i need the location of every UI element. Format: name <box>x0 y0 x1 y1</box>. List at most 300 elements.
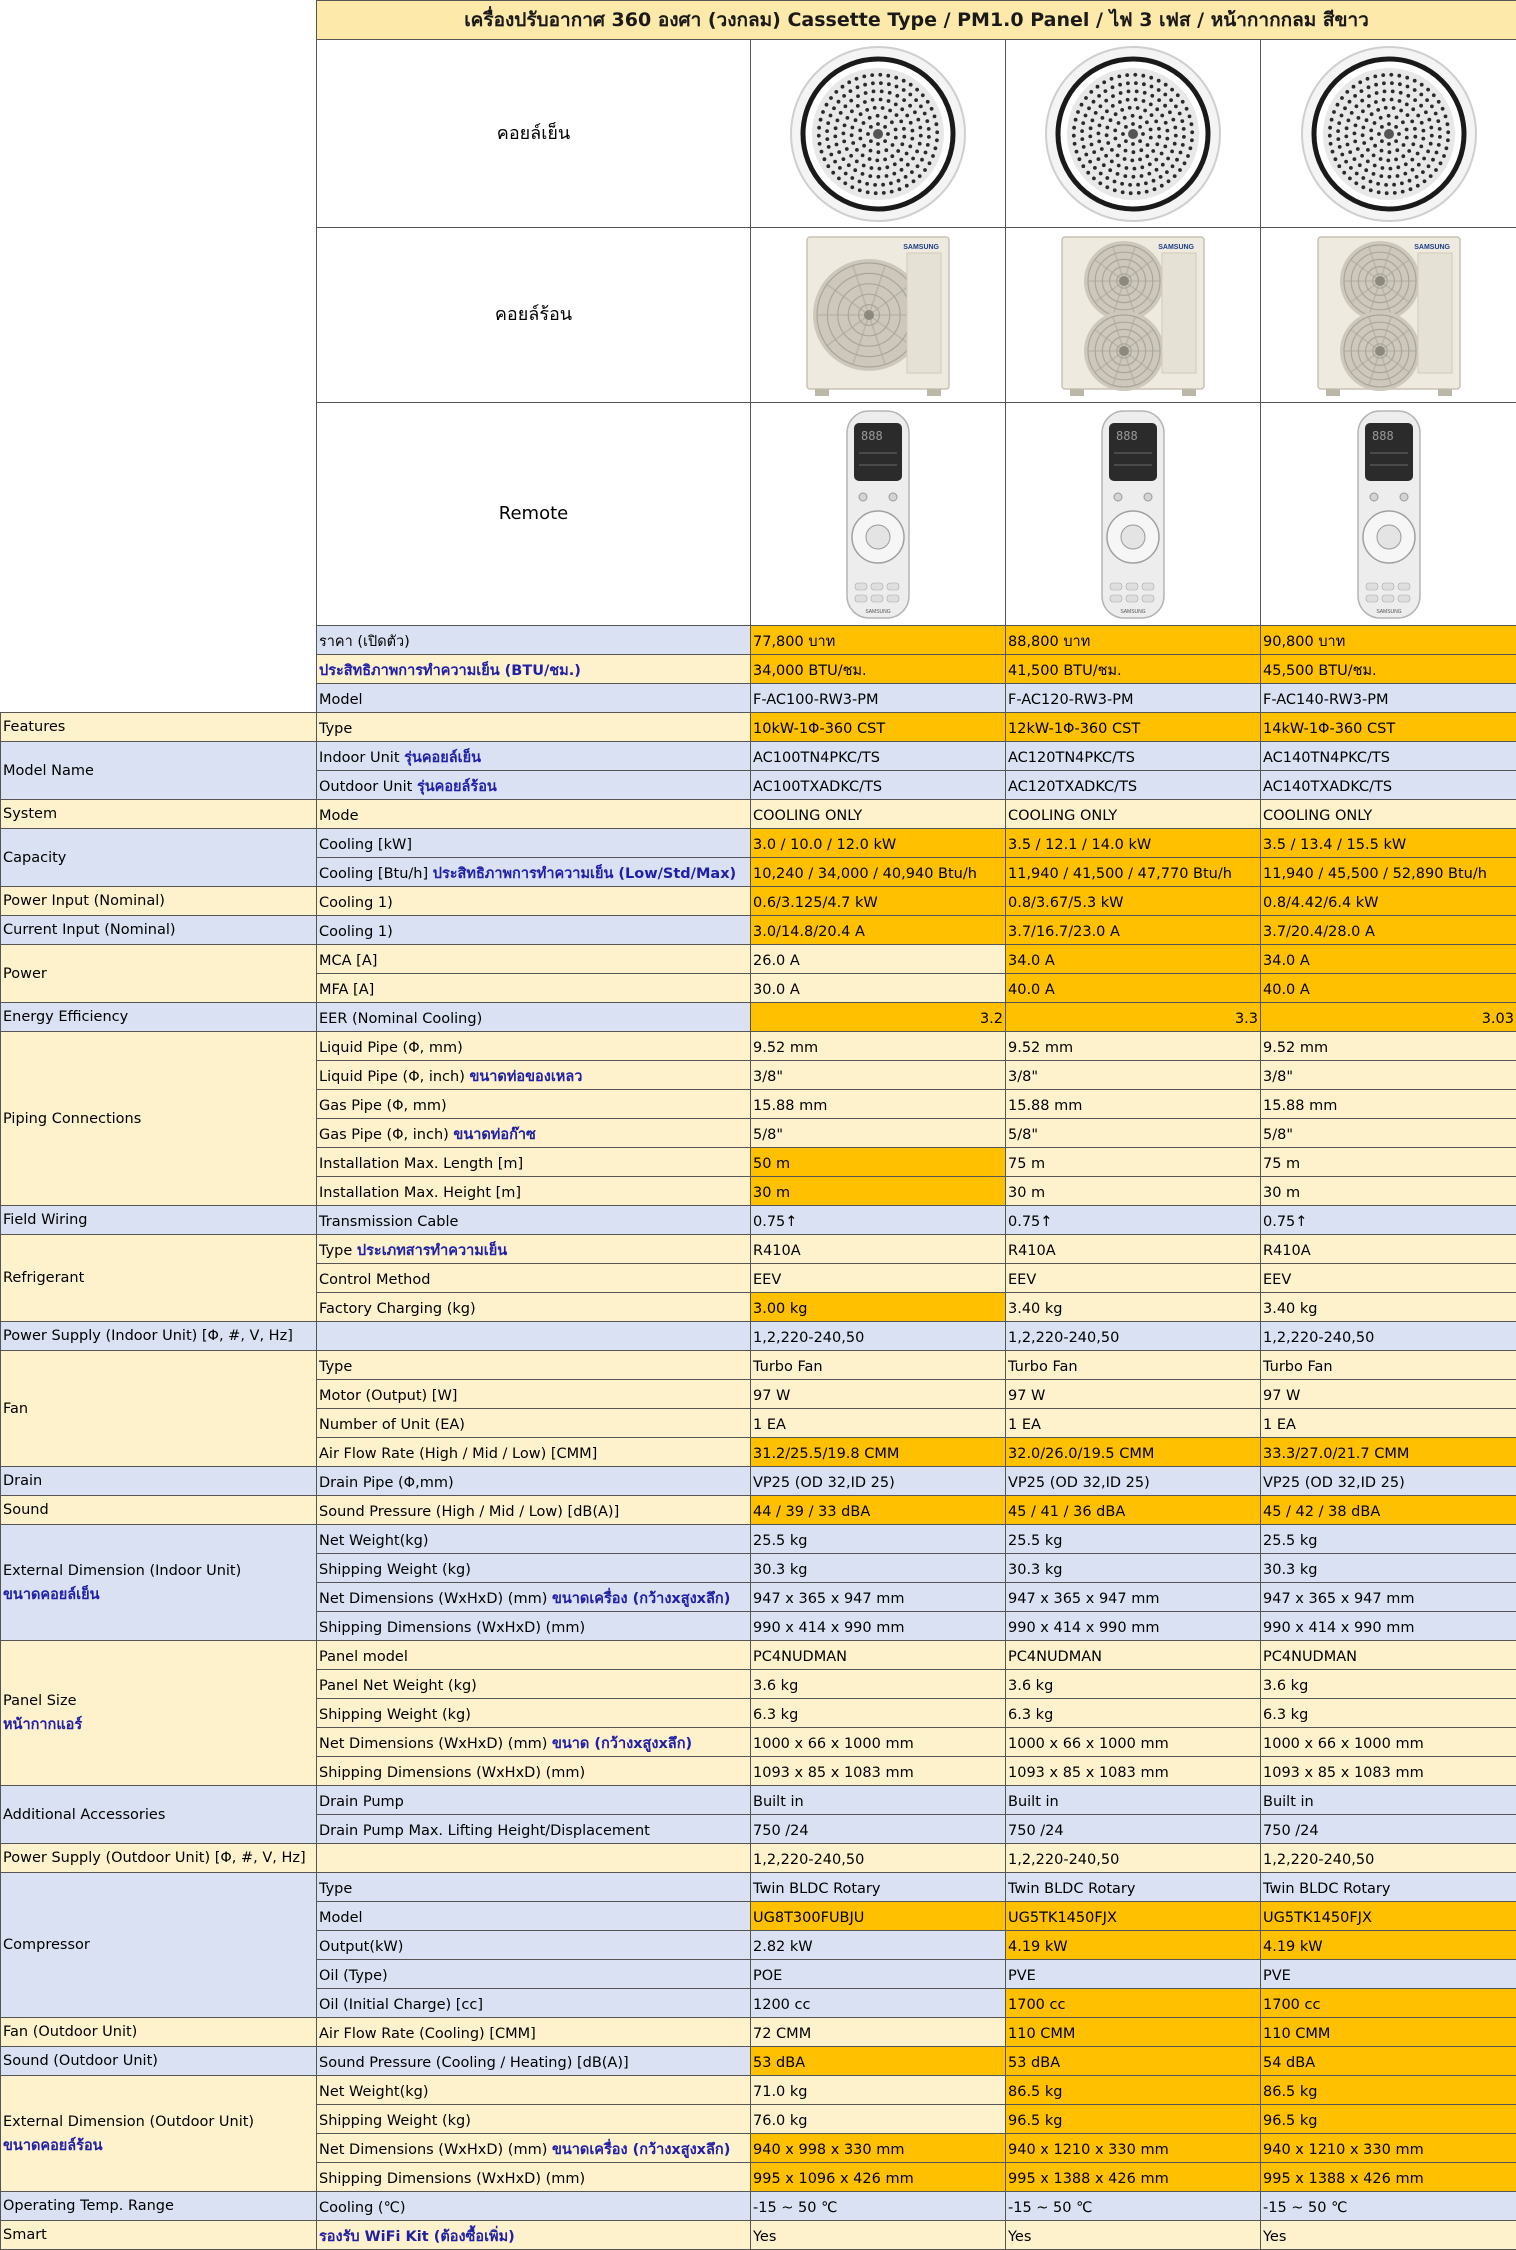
image-cell <box>751 228 1006 403</box>
svg-text:888: 888 <box>1372 429 1394 443</box>
table-title: เครื่องปรับอากาศ 360 องศา (วงกลม) Cassette Type / PM1.0 Panel / ไฟ 3 เฟส / หน้ากากกลม สีขาว <box>317 1 1516 40</box>
spec-label: Indoor Unit <box>319 750 400 766</box>
spec-value-model-3: AC140TXADKC/TS <box>1261 771 1516 800</box>
spec-value-model-3: Built in <box>1261 1786 1516 1815</box>
category-cell <box>1 2047 317 2076</box>
spec-value-model-1: 34,000 BTU/ชม. <box>751 655 1006 684</box>
spec-value-model-2: 1093 x 85 x 1083 mm <box>1006 1757 1261 1786</box>
category-cell <box>1 2192 317 2221</box>
spec-value-model-1: VP25 (OD 32,ID 25) <box>751 1467 1006 1496</box>
spec-value-model-2: F-AC120-RW3-PM <box>1006 684 1261 713</box>
spec-value-model-1: 77,800 บาท <box>751 626 1006 655</box>
spec-label-cell <box>317 2076 751 2105</box>
spec-value-model-2: 32.0/26.0/19.5 CMM <box>1006 1438 1261 1467</box>
spec-label-cell <box>317 1322 751 1351</box>
spec-value-model-2: PC4NUDMAN <box>1006 1641 1261 1670</box>
spec-value-model-3: 33.3/27.0/21.7 CMM <box>1261 1438 1516 1467</box>
spec-label: Installation Max. Height [m] <box>319 1185 521 1201</box>
category-label: Field Wiring <box>3 1212 88 1228</box>
spec-label-cell <box>317 1554 751 1583</box>
spec-label: Air Flow Rate (Cooling) [CMM] <box>319 2026 536 2042</box>
spec-label-cell <box>317 1003 751 1032</box>
spec-value-model-2: Turbo Fan <box>1006 1351 1261 1380</box>
image-cell <box>1006 40 1261 228</box>
spec-label: Net Dimensions (WxHxD) (mm) <box>319 1736 547 1752</box>
spec-label-cell <box>317 1728 751 1757</box>
spec-row <box>1 887 1516 916</box>
spec-value-model-3: 90,800 บาท <box>1261 626 1516 655</box>
spec-label-cell <box>317 1960 751 1989</box>
category-cell <box>1 1322 317 1351</box>
spec-label-thai: ขนาดท่อของเหลว <box>469 1069 582 1085</box>
spec-value-model-1: 50 m <box>751 1148 1006 1177</box>
spec-value-model-1: 750 /24 <box>751 1815 1006 1844</box>
category-label: System <box>3 806 57 822</box>
image-row-outdoor <box>1 228 1516 403</box>
indoor-unit-image <box>1043 44 1223 224</box>
spec-value-model-2: 1 EA <box>1006 1409 1261 1438</box>
svg-text:SAMSUNG: SAMSUNG <box>1376 609 1401 615</box>
spec-value-model-3: 110 CMM <box>1261 2018 1516 2047</box>
spec-label: Cooling [Btu/h] <box>319 866 428 882</box>
spec-label-cell <box>317 916 751 945</box>
spec-row <box>1 1235 1516 1264</box>
spec-value-model-3: Turbo Fan <box>1261 1351 1516 1380</box>
category-label: Power Supply (Outdoor Unit) [Φ, #, V, Hz] <box>3 1850 306 1866</box>
category-thai-label: ขนาดคอยล์เย็น <box>3 1587 100 1603</box>
spec-value-model-2: 990 x 414 x 990 mm <box>1006 1612 1261 1641</box>
spec-label-thai: ประสิทธิภาพการทำความเย็น (Low/Std/Max) <box>433 866 736 882</box>
spec-label-cell <box>317 713 751 742</box>
spec-value-model-2: 6.3 kg <box>1006 1699 1261 1728</box>
spec-value-model-1: Twin BLDC Rotary <box>751 1873 1006 1902</box>
blank-cell <box>1 40 317 228</box>
spec-label-cell <box>317 1931 751 1960</box>
spec-label-cell <box>317 1786 751 1815</box>
category-label: Current Input (Nominal) <box>3 922 176 938</box>
spec-label-cell <box>317 1032 751 1061</box>
spec-value-model-1: 10,240 / 34,000 / 40,940 Btu/h <box>751 858 1006 887</box>
spec-label: Number of Unit (EA) <box>319 1417 465 1433</box>
spec-label-thai: ขนาด (กว้างxสูงxลึก) <box>552 1736 692 1752</box>
category-label: Fan <box>3 1401 28 1417</box>
spec-value-model-3: -15 ~ 50 ℃ <box>1261 2192 1516 2221</box>
spec-value-model-2: 3.40 kg <box>1006 1293 1261 1322</box>
spec-value-model-2: 0.75↑ <box>1006 1206 1261 1235</box>
spec-label-cell <box>317 1264 751 1293</box>
spec-label: MCA [A] <box>319 953 377 969</box>
spec-row <box>1 655 1516 684</box>
spec-label-cell <box>317 1525 751 1554</box>
spec-value-model-1: 6.3 kg <box>751 1699 1006 1728</box>
spec-label-cell <box>317 800 751 829</box>
spec-value-model-1: AC100TXADKC/TS <box>751 771 1006 800</box>
spec-value-model-1: 15.88 mm <box>751 1090 1006 1119</box>
spec-value-model-2: 940 x 1210 x 330 mm <box>1006 2134 1261 2163</box>
spec-value-model-3: 25.5 kg <box>1261 1525 1516 1554</box>
spec-value-model-2: 15.88 mm <box>1006 1090 1261 1119</box>
category-label: Sound (Outdoor Unit) <box>3 2053 158 2069</box>
spec-label: Net Weight(kg) <box>319 2084 429 2100</box>
spec-label-cell <box>317 1612 751 1641</box>
remote-image <box>1294 407 1484 622</box>
category-cell <box>1 2221 317 2250</box>
spec-row <box>1 2047 1516 2076</box>
spec-value-model-2: 1700 cc <box>1006 1989 1261 2018</box>
image-row-remote <box>1 403 1516 626</box>
spec-row <box>1 2192 1516 2221</box>
image-cell <box>1261 403 1516 626</box>
svg-text:888: 888 <box>861 429 883 443</box>
spec-row <box>1 1786 1516 1815</box>
spec-label: Liquid Pipe (Φ, mm) <box>319 1040 463 1056</box>
spec-value-model-1: R410A <box>751 1235 1006 1264</box>
category-label: Fan (Outdoor Unit) <box>3 2024 137 2040</box>
spec-row <box>1 1206 1516 1235</box>
spec-value-model-3: 995 x 1388 x 426 mm <box>1261 2163 1516 2192</box>
spec-label: Gas Pipe (Φ, inch) <box>319 1127 449 1143</box>
category-cell <box>1 1525 317 1641</box>
spec-value-model-1: 1093 x 85 x 1083 mm <box>751 1757 1006 1786</box>
spec-value-model-1: 3.00 kg <box>751 1293 1006 1322</box>
spec-row <box>1 713 1516 742</box>
category-thai-label: หน้ากากแอร์ <box>3 1717 82 1733</box>
spec-value-model-3: 4.19 kW <box>1261 1931 1516 1960</box>
spec-value-model-3: 5/8" <box>1261 1119 1516 1148</box>
spec-label-cell <box>317 742 751 771</box>
category-cell <box>1 916 317 945</box>
spec-value-model-3: F-AC140-RW3-PM <box>1261 684 1516 713</box>
title-row <box>1 1 1516 40</box>
outdoor-unit-image <box>1058 233 1208 398</box>
spec-value-model-1: Built in <box>751 1786 1006 1815</box>
spec-label: Net Weight(kg) <box>319 1533 429 1549</box>
spec-row <box>1 916 1516 945</box>
image-cell <box>1006 228 1261 403</box>
image-cell <box>751 403 1006 626</box>
category-label: External Dimension (Indoor Unit) <box>3 1563 241 1579</box>
spec-row <box>1 1003 1516 1032</box>
spec-value-model-2: 3.6 kg <box>1006 1670 1261 1699</box>
spec-value-model-3: 54 dBA <box>1261 2047 1516 2076</box>
spec-value-model-2: 41,500 BTU/ชม. <box>1006 655 1261 684</box>
svg-text:SAMSUNG: SAMSUNG <box>1414 244 1450 251</box>
spec-label: Shipping Weight (kg) <box>319 1562 471 1578</box>
spec-value-model-1: UG8T300FUBJU <box>751 1902 1006 1931</box>
spec-label: Shipping Weight (kg) <box>319 2113 471 2129</box>
spec-value-model-1: 26.0 A <box>751 945 1006 974</box>
spec-value-model-3: 30 m <box>1261 1177 1516 1206</box>
spec-label-cell <box>317 887 751 916</box>
blank-cell <box>1 626 317 655</box>
spec-value-model-1: 1200 cc <box>751 1989 1006 2018</box>
spec-value-model-2: 34.0 A <box>1006 945 1261 974</box>
spec-value-model-2: 1,2,220-240,50 <box>1006 1844 1261 1873</box>
spec-row <box>1 1322 1516 1351</box>
spec-label: Cooling [kW] <box>319 837 412 853</box>
spec-label-cell <box>317 1119 751 1148</box>
spec-value-model-2: 3.5 / 12.1 / 14.0 kW <box>1006 829 1261 858</box>
spec-value-model-3: 947 x 365 x 947 mm <box>1261 1583 1516 1612</box>
spec-label: Output(kW) <box>319 1939 403 1955</box>
spec-value-model-2: 30 m <box>1006 1177 1261 1206</box>
spec-label: Net Dimensions (WxHxD) (mm) <box>319 2142 547 2158</box>
spec-value-model-3: 97 W <box>1261 1380 1516 1409</box>
spec-value-model-3: Twin BLDC Rotary <box>1261 1873 1516 1902</box>
spec-row <box>1 2076 1516 2105</box>
spec-row <box>1 1525 1516 1554</box>
spec-label-cell <box>317 1699 751 1728</box>
image-row-label: Remote <box>317 403 751 626</box>
spec-value-model-3: 990 x 414 x 990 mm <box>1261 1612 1516 1641</box>
spec-label-thai: รุ่นคอยล์เย็น <box>404 750 481 766</box>
spec-value-model-3: 6.3 kg <box>1261 1699 1516 1728</box>
spec-value-model-1: 30.3 kg <box>751 1554 1006 1583</box>
spec-value-model-2: 110 CMM <box>1006 2018 1261 2047</box>
spec-label-cell <box>317 1467 751 1496</box>
spec-value-model-1: -15 ~ 50 ℃ <box>751 2192 1006 2221</box>
spec-label-cell <box>317 1380 751 1409</box>
spec-value-model-2: VP25 (OD 32,ID 25) <box>1006 1467 1261 1496</box>
spec-row <box>1 800 1516 829</box>
spec-value-model-1: 25.5 kg <box>751 1525 1006 1554</box>
spec-value-model-1: COOLING ONLY <box>751 800 1006 829</box>
svg-text:888: 888 <box>1116 429 1138 443</box>
svg-text:SAMSUNG: SAMSUNG <box>1120 609 1145 615</box>
spec-label: Cooling 1) <box>319 895 393 911</box>
spec-value-model-1: 3.0/14.8/20.4 A <box>751 916 1006 945</box>
spec-label-cell <box>317 2047 751 2076</box>
category-cell <box>1 1003 317 1032</box>
spec-label-cell <box>317 2221 751 2250</box>
spec-label: Drain Pump Max. Lifting Height/Displacement <box>319 1823 650 1839</box>
spec-value-model-1: 3.6 kg <box>751 1670 1006 1699</box>
spec-label-cell <box>317 1757 751 1786</box>
spec-label-cell <box>317 626 751 655</box>
spec-value-model-2: Built in <box>1006 1786 1261 1815</box>
spec-label-thai: ขนาดเครื่อง (กว้างxสูงxลึก) <box>552 2142 730 2158</box>
spec-value-model-2: 9.52 mm <box>1006 1032 1261 1061</box>
spec-row <box>1 1873 1516 1902</box>
spec-label: Control Method <box>319 1272 430 1288</box>
spec-value-model-3: 1 EA <box>1261 1409 1516 1438</box>
spec-value-model-1: Turbo Fan <box>751 1351 1006 1380</box>
spec-value-model-2: 30.3 kg <box>1006 1554 1261 1583</box>
image-cell <box>751 40 1006 228</box>
spec-value-model-3: 75 m <box>1261 1148 1516 1177</box>
category-label: Power <box>3 966 47 982</box>
spec-label: Installation Max. Length [m] <box>319 1156 523 1172</box>
category-thai-label: ขนาดคอยล์ร้อน <box>3 2138 103 2154</box>
spec-label: Drain Pump <box>319 1794 404 1810</box>
spec-value-model-2: AC120TN4PKC/TS <box>1006 742 1261 771</box>
spec-row <box>1 1351 1516 1380</box>
category-cell <box>1 1844 317 1873</box>
spec-label: Cooling 1) <box>319 924 393 940</box>
spec-label-thai: รุ่นคอยล์ร้อน <box>417 779 497 795</box>
image-row-label: คอยล์ร้อน <box>317 228 751 403</box>
spec-value-model-3: EEV <box>1261 1264 1516 1293</box>
spec-value-model-3: 0.8/4.42/6.4 kW <box>1261 887 1516 916</box>
spec-row <box>1 1844 1516 1873</box>
blank-cell <box>1 403 317 626</box>
spec-value-model-3: 30.3 kg <box>1261 1554 1516 1583</box>
outdoor-unit-image <box>803 233 953 398</box>
spec-label: Drain Pipe (Φ,mm) <box>319 1475 454 1491</box>
spec-label: Factory Charging (kg) <box>319 1301 476 1317</box>
spec-row <box>1 2018 1516 2047</box>
category-cell <box>1 713 317 742</box>
category-label: Panel Size <box>3 1693 77 1709</box>
category-label: Piping Connections <box>3 1111 141 1127</box>
spec-value-model-3: 3/8" <box>1261 1061 1516 1090</box>
spec-label-cell <box>317 2105 751 2134</box>
spec-value-model-1: 72 CMM <box>751 2018 1006 2047</box>
spec-label: Liquid Pipe (Φ, inch) <box>319 1069 465 1085</box>
blank-cell <box>1 1 317 40</box>
spec-label: Panel model <box>319 1649 408 1665</box>
spec-value-model-2: 96.5 kg <box>1006 2105 1261 2134</box>
spec-label-cell <box>317 2018 751 2047</box>
spec-label: Type <box>319 1243 352 1259</box>
spec-value-model-1: Yes <box>751 2221 1006 2250</box>
spec-value-model-2: Yes <box>1006 2221 1261 2250</box>
spec-row <box>1 626 1516 655</box>
spec-label: Gas Pipe (Φ, mm) <box>319 1098 447 1114</box>
category-cell <box>1 1641 317 1786</box>
spec-value-model-3: 1,2,220-240,50 <box>1261 1844 1516 1873</box>
spec-value-model-2: 0.8/3.67/5.3 kW <box>1006 887 1261 916</box>
spec-label-thai: ประเภทสารทำความเย็น <box>357 1243 507 1259</box>
spec-value-model-1: 3.2 <box>751 1003 1006 1032</box>
spec-value-model-2: 40.0 A <box>1006 974 1261 1003</box>
spec-value-model-1: 71.0 kg <box>751 2076 1006 2105</box>
spec-value-model-2: AC120TXADKC/TS <box>1006 771 1261 800</box>
spec-label-thai: ขนาดท่อก๊าซ <box>453 1127 535 1143</box>
spec-value-model-3: 34.0 A <box>1261 945 1516 974</box>
category-cell <box>1 1351 317 1467</box>
spec-label: Net Dimensions (WxHxD) (mm) <box>319 1591 547 1607</box>
spec-value-model-3: 45,500 BTU/ชม. <box>1261 655 1516 684</box>
image-row-label: คอยล์เย็น <box>317 40 751 228</box>
blank-cell <box>1 684 317 713</box>
spec-value-model-2: UG5TK1450FJX <box>1006 1902 1261 1931</box>
spec-value-model-1: 1 EA <box>751 1409 1006 1438</box>
category-cell <box>1 800 317 829</box>
category-label: External Dimension (Outdoor Unit) <box>3 2114 254 2130</box>
spec-label-cell <box>317 1090 751 1119</box>
spec-value-model-3: 45 / 42 / 38 dBA <box>1261 1496 1516 1525</box>
spec-value-model-2: 995 x 1388 x 426 mm <box>1006 2163 1261 2192</box>
spec-value-model-3: 0.75↑ <box>1261 1206 1516 1235</box>
spec-value-model-1: 2.82 kW <box>751 1931 1006 1960</box>
category-label: Energy Efficiency <box>3 1009 128 1025</box>
spec-value-model-1: 940 x 998 x 330 mm <box>751 2134 1006 2163</box>
spec-value-model-1: 44 / 39 / 33 dBA <box>751 1496 1006 1525</box>
spec-value-model-3: PVE <box>1261 1960 1516 1989</box>
spec-label: Outdoor Unit <box>319 779 412 795</box>
spec-value-model-3: 3.6 kg <box>1261 1670 1516 1699</box>
spec-value-model-1: 31.2/25.5/19.8 CMM <box>751 1438 1006 1467</box>
category-label: Operating Temp. Range <box>3 2198 174 2214</box>
spec-label: Shipping Weight (kg) <box>319 1707 471 1723</box>
spec-value-model-2: 86.5 kg <box>1006 2076 1261 2105</box>
spec-label: ราคา (เปิดตัว) <box>319 634 410 650</box>
spec-label: Cooling (℃) <box>319 2200 406 2216</box>
spec-label-cell <box>317 2163 751 2192</box>
spec-value-model-1: POE <box>751 1960 1006 1989</box>
spec-label-thai: ประสิทธิภาพการทำความเย็น (BTU/ชม.) <box>319 663 581 679</box>
spec-label-cell <box>317 974 751 1003</box>
category-label: Sound <box>3 1502 49 1518</box>
category-cell <box>1 887 317 916</box>
spec-value-model-1: AC100TN4PKC/TS <box>751 742 1006 771</box>
spec-label-cell <box>317 1844 751 1873</box>
spec-value-model-2: COOLING ONLY <box>1006 800 1261 829</box>
spec-row <box>1 2221 1516 2250</box>
blank-cell <box>1 655 317 684</box>
spec-label: Motor (Output) [W] <box>319 1388 457 1404</box>
spec-value-model-1: 1,2,220-240,50 <box>751 1322 1006 1351</box>
spec-value-model-3: R410A <box>1261 1235 1516 1264</box>
spec-label: Model <box>319 692 363 708</box>
spec-value-model-1: 76.0 kg <box>751 2105 1006 2134</box>
spec-value-model-2: 5/8" <box>1006 1119 1261 1148</box>
spec-label-cell <box>317 1670 751 1699</box>
spec-label: Oil (Initial Charge) [cc] <box>319 1997 483 2013</box>
category-label: Refrigerant <box>3 1270 84 1286</box>
spec-value-model-2: 1,2,220-240,50 <box>1006 1322 1261 1351</box>
spec-value-model-1: 97 W <box>751 1380 1006 1409</box>
category-cell <box>1 1235 317 1322</box>
image-cell <box>1006 403 1261 626</box>
spec-label: Sound Pressure (High / Mid / Low) [dB(A)] <box>319 1504 619 1520</box>
spec-label-cell <box>317 1902 751 1931</box>
spec-value-model-1: 3/8" <box>751 1061 1006 1090</box>
spec-value-model-3: 3.03 <box>1261 1003 1516 1032</box>
spec-value-model-3: 40.0 A <box>1261 974 1516 1003</box>
spec-value-model-3: 1000 x 66 x 1000 mm <box>1261 1728 1516 1757</box>
spec-value-model-3: 3.40 kg <box>1261 1293 1516 1322</box>
spec-value-model-1: 30 m <box>751 1177 1006 1206</box>
spec-value-model-2: 750 /24 <box>1006 1815 1261 1844</box>
category-label: Drain <box>3 1473 42 1489</box>
spec-value-model-1: 10kW-1Φ-360 CST <box>751 713 1006 742</box>
spec-value-model-2: EEV <box>1006 1264 1261 1293</box>
spec-row <box>1 1467 1516 1496</box>
svg-text:SAMSUNG: SAMSUNG <box>865 609 890 615</box>
category-cell <box>1 2018 317 2047</box>
spec-row <box>1 1641 1516 1670</box>
indoor-unit-image <box>788 44 968 224</box>
spec-label: Panel Net Weight (kg) <box>319 1678 477 1694</box>
spec-value-model-2: 45 / 41 / 36 dBA <box>1006 1496 1261 1525</box>
spec-label: EER (Nominal Cooling) <box>319 1011 482 1027</box>
spec-label: Oil (Type) <box>319 1968 388 1984</box>
spec-label-cell <box>317 1815 751 1844</box>
spec-label-thai: รองรับ WiFi Kit (ต้องซื้อเพิ่ม) <box>319 2229 515 2245</box>
spec-value-model-1: 1,2,220-240,50 <box>751 1844 1006 1873</box>
spec-value-model-2: 12kW-1Φ-360 CST <box>1006 713 1261 742</box>
spec-label-cell <box>317 945 751 974</box>
spec-label-cell <box>317 1873 751 1902</box>
spec-label: Model <box>319 1910 363 1926</box>
category-cell <box>1 1786 317 1844</box>
category-label: Compressor <box>3 1937 90 1953</box>
spec-value-model-1: PC4NUDMAN <box>751 1641 1006 1670</box>
outdoor-unit-image <box>1314 233 1464 398</box>
spec-value-model-1: EEV <box>751 1264 1006 1293</box>
